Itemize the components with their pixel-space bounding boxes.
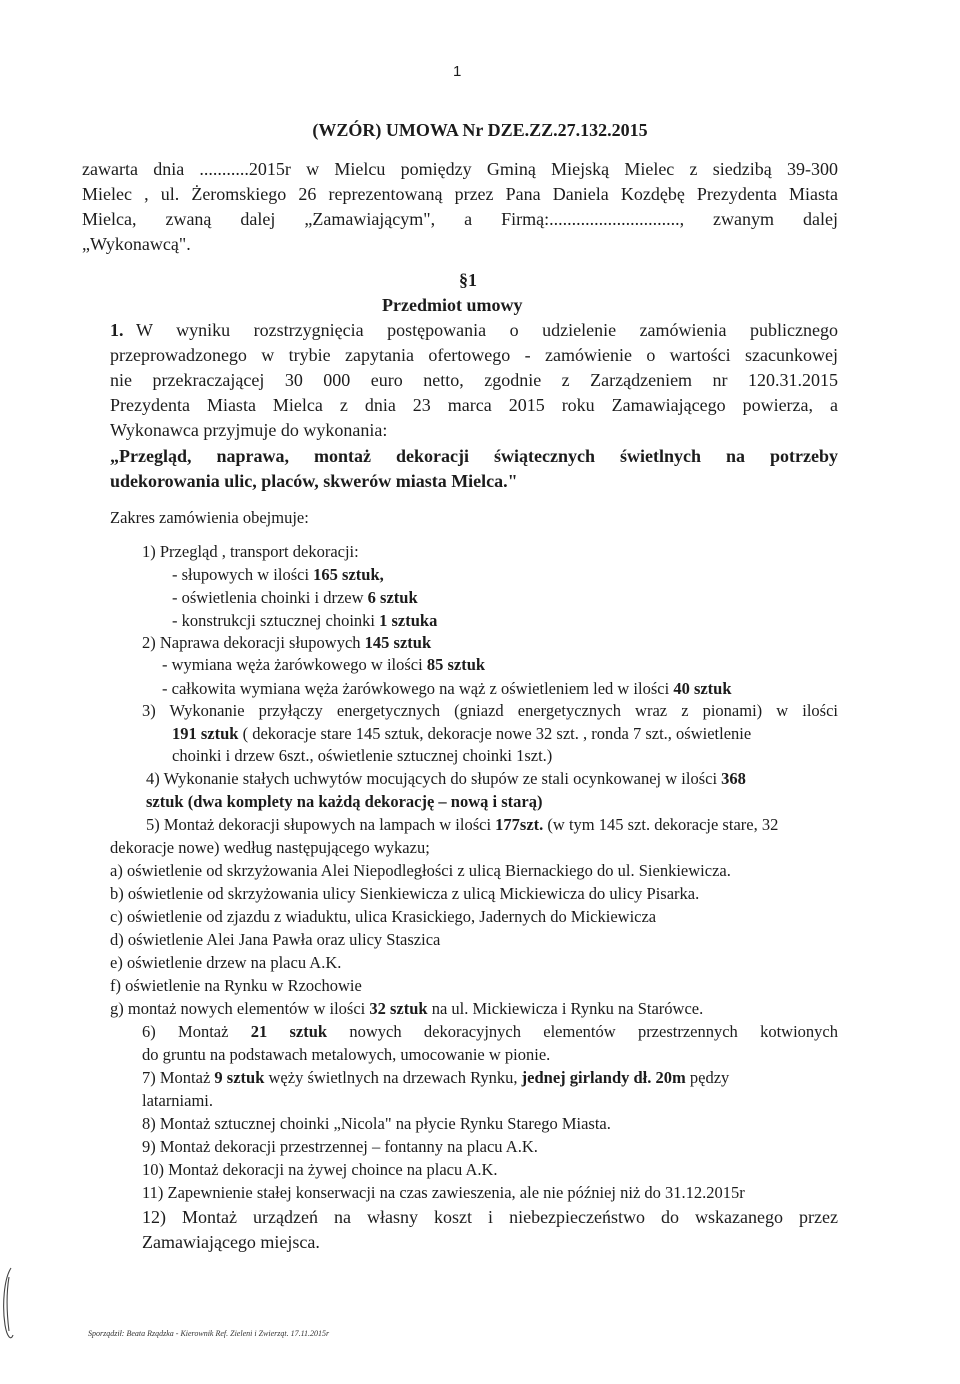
item-7-line-1: 7) Montaż 9 sztuk węży świetlnych na drzewach Rynku, jednej girlandy dł. 20m pędzy (142, 1068, 730, 1087)
intro-line-1: zawarta dnia ...........2015r w Mielcu pomiędzy Gminą Miejską Mielec z siedzibą 39-300 (82, 159, 838, 179)
item-2a: - wymiana węża żarówkowego w ilości 85 sztuk (162, 655, 486, 674)
section-title: Przedmiot umowy (382, 295, 523, 315)
item-3-line-3: choinki i drzew 6szt., oświetlenie sztucznej choinki 1szt.) (172, 746, 553, 765)
item-8: 8) Montaż sztucznej choinki „Nicola" na płycie Rynku Starego Miasta. (142, 1114, 611, 1133)
item-5f: f) oświetlenie na Rynku w Rzochowie (110, 976, 362, 995)
item-9: 9) Montaż dekoracji przestrzennej – fontanny na placu A.K. (142, 1137, 538, 1156)
item-4-line-2: sztuk (dwa komplety na każdą dekorację – nową i starą) (146, 792, 543, 811)
item-4-line-1: 4) Wykonanie stałych uchwytów mocujących do słupów ze stali ocynkowanej w ilości 368 (146, 769, 746, 788)
item-5b: b) oświetlenie od skrzyżowania ulicy Sienkiewicza z ulicą Mickiewicza do ulicy Pisarka. (110, 884, 700, 903)
para-line-5: Wykonawca przyjmuje do wykonania: (110, 420, 388, 440)
subject-line-2: udekorowania ulic, placów, skwerów miasta Mielca." (110, 471, 518, 491)
item-6-line-1: 6) Montaż 21 sztuk nowych dekoracyjnych elementów przestrzennych kotwionych (142, 1022, 838, 1041)
intro-line-2: Mielec , ul. Żeromskiego 26 reprezentowaną przez Pana Daniela Kozdębę Prezydenta Miasta (82, 184, 838, 204)
item-2b: - całkowita wymiana węża żarówkowego na wąż z oświetleniem led w ilości 40 sztuk (162, 679, 732, 698)
item-5g: g) montaż nowych elementów w ilości 32 sztuk na ul. Mickiewicza i Rynku na Starówce. (110, 999, 704, 1018)
item-2: 2) Naprawa dekoracji słupowych 145 sztuk (142, 633, 432, 652)
item-1b: - oświetlenia choinki i drzew 6 sztuk (172, 588, 418, 607)
item-5-line-2: dekoracje nowe) według następującego wykazu; (110, 838, 430, 857)
para-line-4: Prezydenta Miasta Mielca z dnia 23 marca 2015 roku Zamawiającego powierza, a (110, 395, 838, 415)
para-line-2: przeprowadzonego w trybie zapytania ofertowego - zamówienie o wartości szacunkowej (110, 345, 838, 365)
item-11: 11) Zapewnienie stałej konserwacji na czas zawieszenia, ale nie później niż do 31.12.2015r (142, 1183, 745, 1202)
scope-heading: Zakres zamówienia obejmuje: (110, 508, 309, 527)
item-12-line-2: Zamawiającego miejsca. (142, 1232, 320, 1252)
intro-line-3: Mielca, zwaną dalej „Zamawiającym", a Firmą:............................., zwanym dalej (82, 209, 838, 229)
footer-author-note: Sporządził: Beata Rządzka - Kierownik Ref. Zieleni i Zwierząt. 17.11.2015r (88, 1329, 330, 1338)
paragraph-number: 1. (110, 320, 124, 340)
item-3-line-2: 191 sztuk ( dekoracje stare 145 sztuk, dekoracje nowe 32 szt. , ronda 7 szt., oświetlenie (172, 724, 752, 743)
item-5c: c) oświetlenie od zjazdu z wiaduktu, ulica Krasickiego, Jadernych do Mickiewicza (110, 907, 657, 926)
para-line-3: nie przekraczającej 30 000 euro netto, zgodnie z Zarządzeniem nr 120.31.2015 (110, 370, 838, 390)
item-1: 1) Przegląd , transport dekoracji: (142, 542, 359, 561)
item-3-line-1: 3) Wykonanie przyłączy energetycznych (gniazd energetycznych wraz z pionami) w ilości (142, 701, 838, 720)
document-title: (WZÓR) UMOWA Nr DZE.ZZ.27.132.2015 (312, 120, 648, 140)
item-1c: - konstrukcji sztucznej choinki 1 sztuka (172, 611, 438, 630)
item-7-line-2: latarniami. (142, 1091, 214, 1110)
section-mark: §1 (459, 270, 477, 290)
item-1a: - słupowych w ilości 165 sztuk, (172, 565, 384, 584)
page-number: 1 (453, 63, 462, 80)
item-5-line-1: 5) Montaż dekoracji słupowych na lampach w ilości 177szt. (w tym 145 szt. dekoracje stare, 32 (146, 815, 779, 834)
item-5d: d) oświetlenie Alei Jana Pawła oraz ulicy Staszica (110, 930, 441, 949)
item-5e: e) oświetlenie drzew na placu A.K. (110, 953, 342, 972)
margin-pen-mark (0, 1265, 16, 1345)
subject-line-1: „Przegląd, naprawa, montaż dekoracji świątecznych świetlnych na potrzeby (110, 446, 838, 466)
item-5a: a) oświetlenie od skrzyżowania Alei Niepodległości z ulicą Biernackiego do ul. Sienkiewicza. (110, 861, 731, 880)
item-10: 10) Montaż dekoracji na żywej choince na placu A.K. (142, 1160, 498, 1179)
para-line-1: W wyniku rozstrzygnięcia postępowania o udzielenie zamówienia publicznego (136, 320, 838, 340)
intro-line-4: „Wykonawcą". (82, 234, 191, 254)
item-6-line-2: do gruntu na podstawach metalowych, umocowanie w pionie. (142, 1045, 551, 1064)
item-12-line-1: 12) Montaż urządzeń na własny koszt i niebezpieczeństwo do wskazanego przez (142, 1207, 838, 1227)
